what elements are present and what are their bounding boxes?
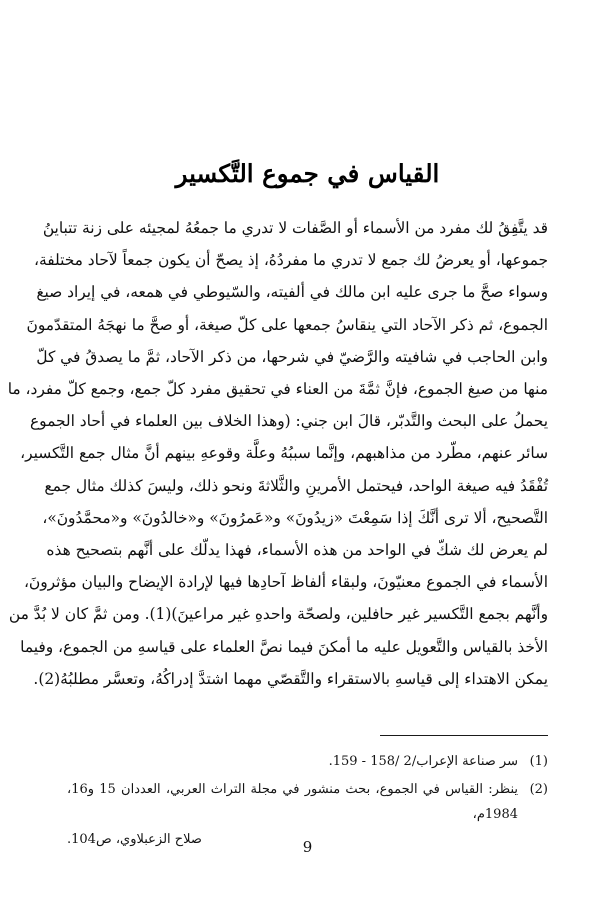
body-line: تُفْقَدُ فيه صيغة الواحد، فيحتمل الأمرينِ والثَّلاثةَ ونحو ذلك، وليسَ كذلك مثال جمع — [44, 476, 548, 495]
body-line: يحملُ على البحث والتَّدبّر، قالَ ابن جني: (وهذا الخلاف بين العلماء في أحاد الجموع — [29, 412, 548, 431]
page-number: 9 — [302, 838, 313, 856]
body-line: لم يعرض لك شكّ في الواحد من هذه الأسماء، فهذا يدلّك على أنَّهم بتصحيح هذه — [46, 541, 548, 560]
footnote-marker: (1) — [529, 754, 548, 769]
body-line: منها من صيغ الجموع، فإنَّ ثمَّةَ من العناء في تحقيق مفرد كلّ جمع، وجمع كلّ مفرد، ما — [7, 380, 548, 399]
paragraph-main — [7, 212, 548, 695]
footnote-marker: (2) — [529, 782, 548, 797]
footnote-separator — [380, 735, 548, 736]
body-line: الأخذ بالقياس والتَّعويل عليه ما أمكنَ فيما نصَّ العلماء على قياسهِ من الجموع، وفيما — [20, 637, 548, 656]
footnote-continuation: صلاح الزعبلاوي، ص104. — [67, 832, 202, 847]
body-line: التَّصحيح، ألا ترى أنَّكَ إذا سَمِعْتَ «زيدُونَ» و«عَمرُونَ» و«خالدُونَ» و«محمَّدُونَ»، — [42, 508, 548, 527]
body-line: قد يتَّفِقُ لك مفرد من الأسماء أو الصَّفات لا تدري ما جمعُهُ لمجيئه على زنة تتباينُ — [42, 219, 548, 237]
footnote-text: سر صناعة الإعراب/2 /158 - 159. — [328, 754, 518, 769]
body-line: وأنَّهم بجمع التَّكسير غير حافلين، ولصحّة واحدهِ غير مراعينَ)(1). ومن ثمَّ كان لا بُدَّ من — [8, 605, 548, 624]
body-line: الجموع، ثم ذكر الآحاد التي ينقاسُ جمعها على كلّ صيغة، أو صحَّ ما نهجَهُ المتقدّمونَ — [26, 315, 548, 334]
body-line: وابن الحاجب في شافيته والرَّضيّ في شرحها، من ذكر الآحاد، ثمَّ ما يصدقُ في كلّ — [36, 347, 548, 366]
body-line: جموعها، أو يعرضُ لك جمع لا تدري ما مفردُهُ، إذ يصحّ أن يكون جمعاً لآحاد مختلفة، — [33, 251, 548, 270]
body-text — [7, 212, 548, 695]
footnote-text: ينظر: القياس في الجموع، بحث منشور في مجلة التراث العربي، العددان 15 و16، 1984م، — [67, 782, 518, 822]
body-line: وسواء صحَّ ما جرى عليه ابن مالك في ألفيته، والسّيوطي في همعه، في إيراد صيغ — [36, 283, 548, 302]
body-line: سائر عنهم، مطّرد من مذاهبهم، وإنَّما سببُهُ وعلَّة وقوعهِ بينهم أنَّ مثال جمع التَّكسير، — [20, 444, 548, 463]
body-line: الأسماء في الجموع معنيّونَ، ولبقاء ألفاظ آحادِها فيها لإرادة الإيضاح والبيان مؤثرونَ، — [23, 573, 548, 592]
footnote-item — [67, 749, 548, 774]
page-title: القياس في جموع التَّكسير — [175, 159, 440, 189]
body-line: يمكن الاهتداء إلى قياسهِ بالاستقراء والتَّقصّي مهما اشتدَّ إدراكُهُ، وتعسَّر مطلبُهُ(2). — [33, 669, 548, 688]
